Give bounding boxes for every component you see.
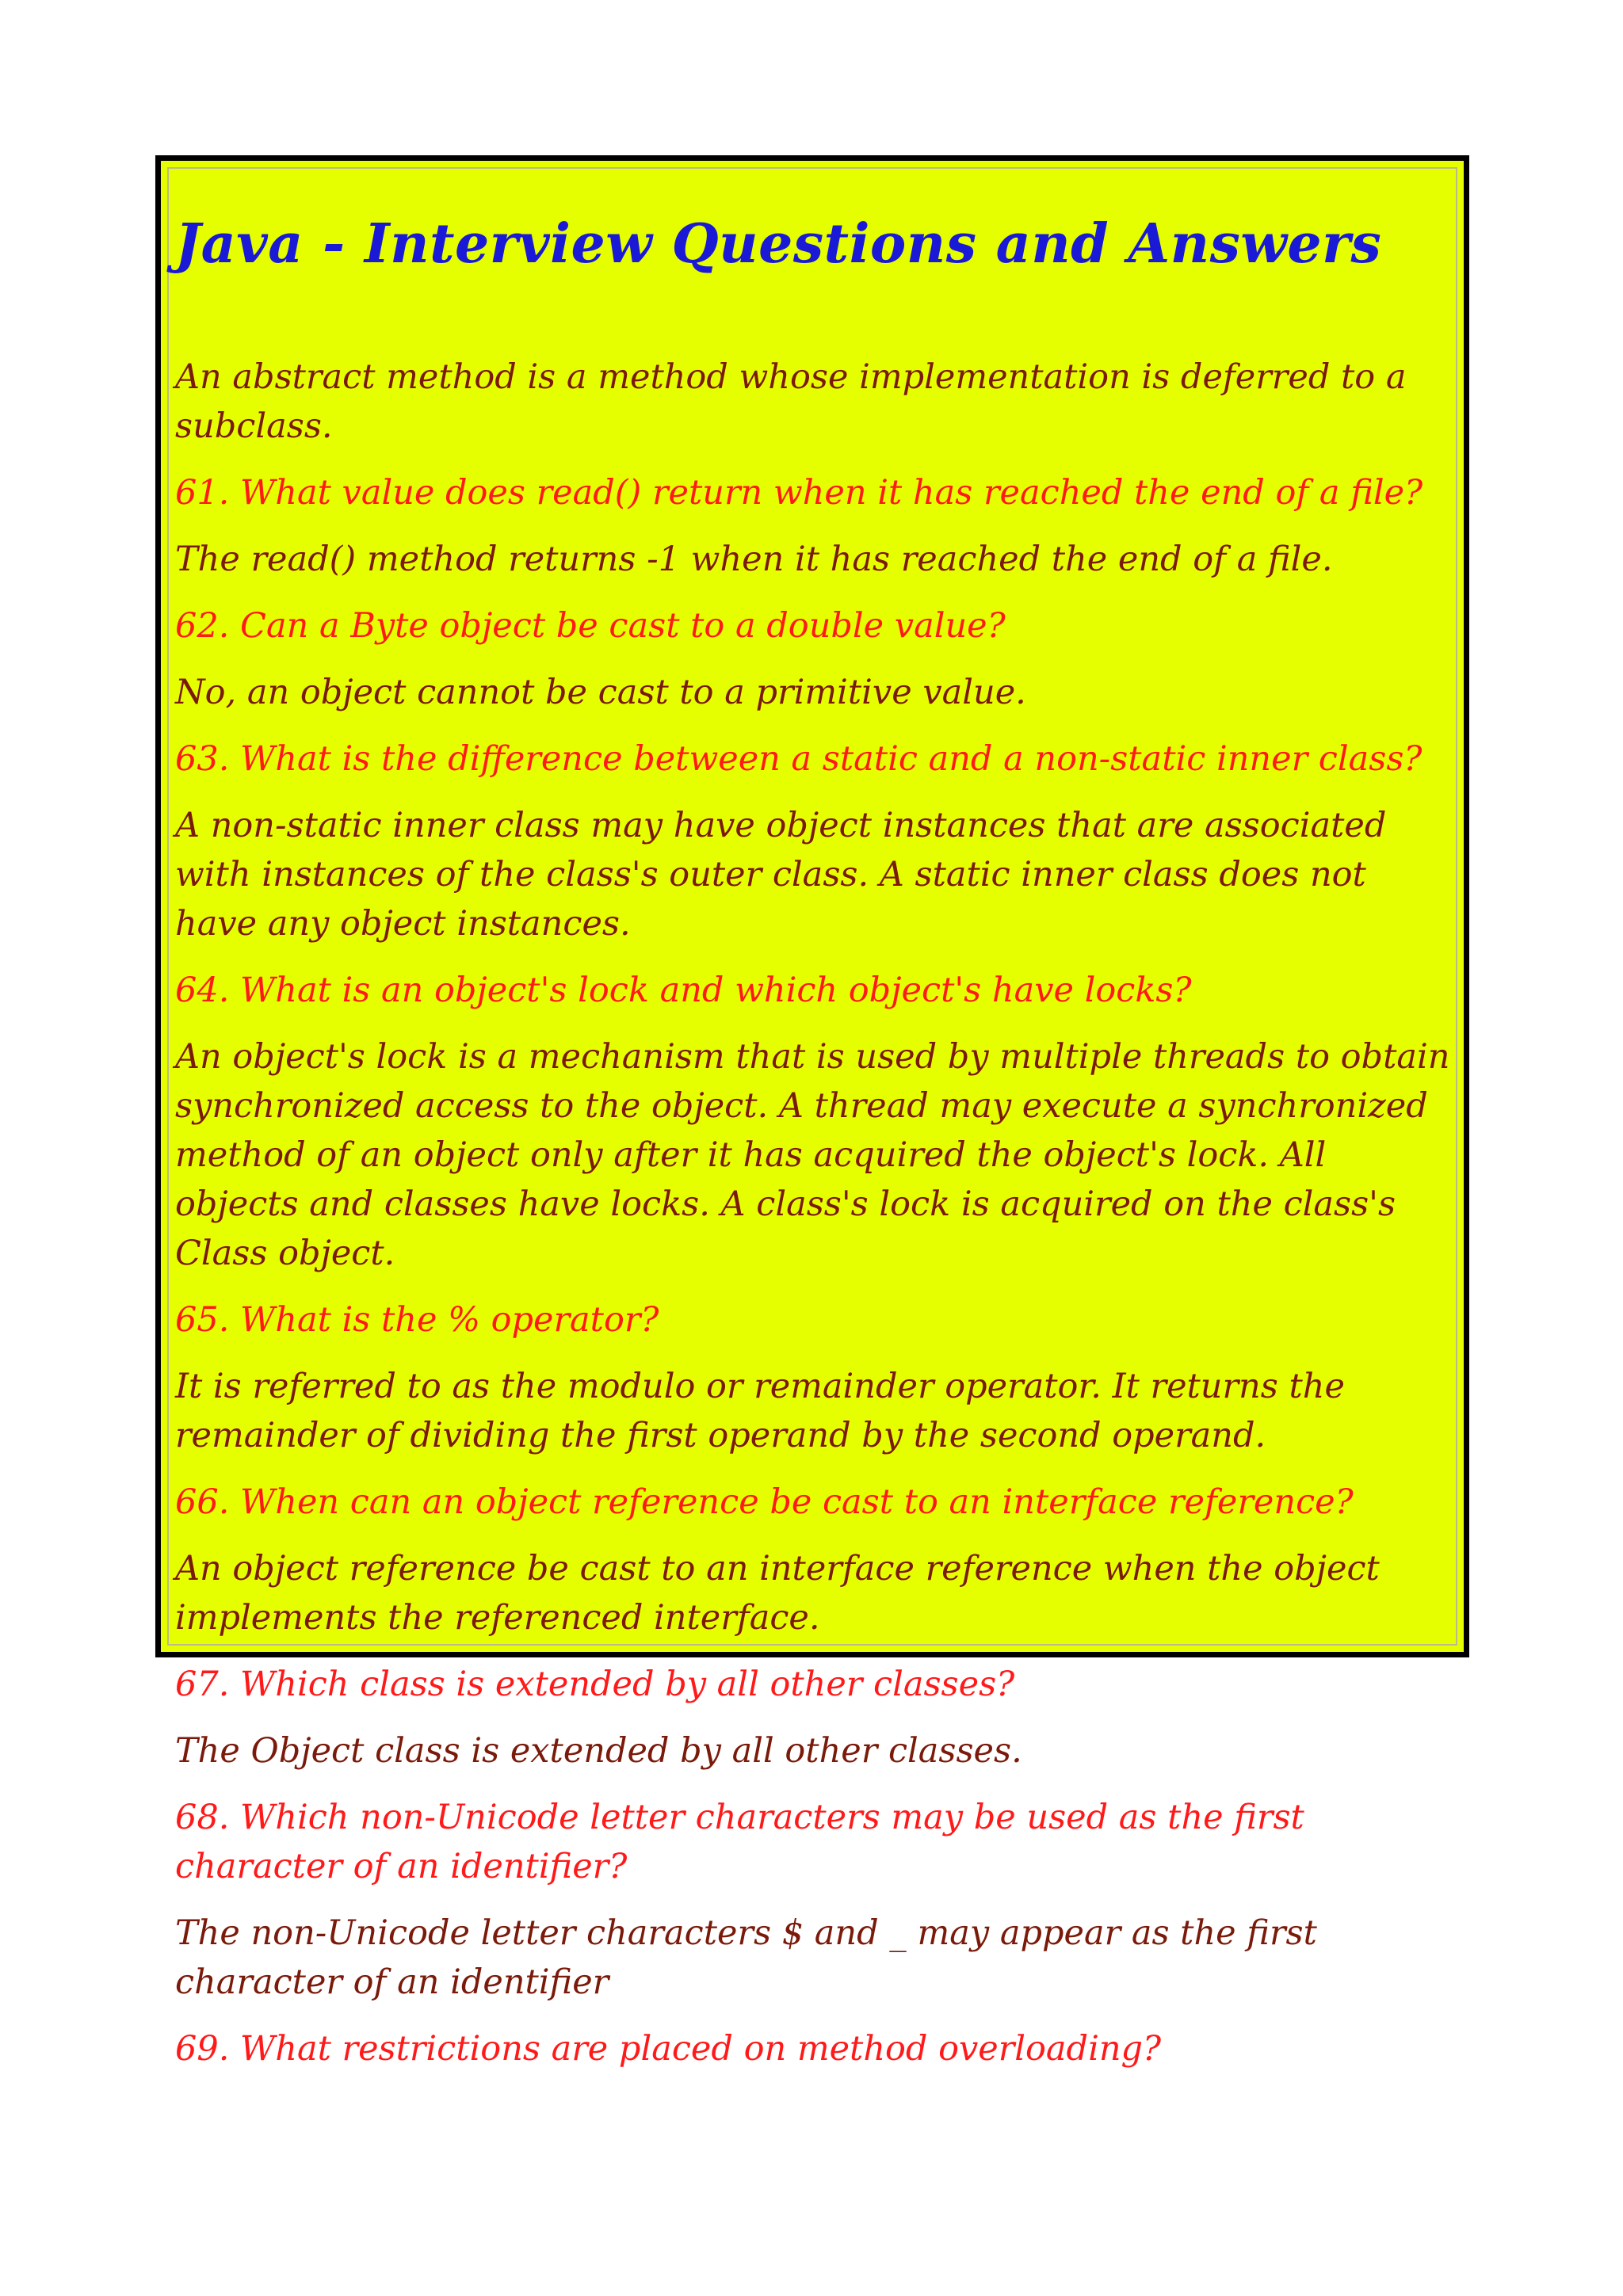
answer-64: An object's lock is a mechanism that is used by multiple threads to obtain synchronized access to the object. A thread may execute a synchronized method of an object only after it has acquired the object's lock. All objects and classes have locks. A class's lock is acquired on the class's Class object. bbox=[175, 1037, 1450, 1273]
question-68: 68. Which non-Unicode letter characters may be used as the first character of an identifier? bbox=[175, 1798, 1304, 1886]
answer-66: An object reference be cast to an interface reference when the object implements the referenced interface. bbox=[175, 1549, 1380, 1638]
answer-62: No, an object cannot be cast to a primitive value. bbox=[175, 673, 1026, 712]
document-page bbox=[155, 155, 1469, 2069]
answer-68: The non-Unicode letter characters $ and _ may appear as the first character of an identifier bbox=[175, 1913, 1317, 2002]
question-69: 69. What restrictions are placed on method overloading? bbox=[175, 2029, 1162, 2069]
question-67: 67. Which class is extended by all other classes? bbox=[175, 1665, 1015, 1704]
answer-text: An abstract method is a method whose implementation is deferred to a subclass. bbox=[175, 357, 1407, 446]
answer-63: A non-static inner class may have object instances that are associated with instances of the class's outer class. A static inner class does not have any object instances. bbox=[175, 806, 1387, 944]
document-content bbox=[175, 208, 1461, 2091]
question-61: 61. What value does read() return when it has reached the end of a file? bbox=[175, 473, 1423, 513]
document-title: Java - Interview Questions and Answers bbox=[175, 212, 1382, 276]
question-66: 66. When can an object reference be cast to an interface reference? bbox=[175, 1482, 1354, 1522]
question-62: 62. Can a Byte object be cast to a double value? bbox=[175, 606, 1006, 646]
answer-65: It is referred to as the modulo or remainder operator. It returns the remainder of dividing the first operand by the second operand. bbox=[175, 1367, 1345, 1455]
qa-list bbox=[175, 353, 1461, 2073]
question-65: 65. What is the % operator? bbox=[175, 1300, 659, 1340]
answer-67: The Object class is extended by all other classes. bbox=[175, 1731, 1022, 1771]
answer-61: The read() method returns -1 when it has reached the end of a file. bbox=[175, 540, 1333, 579]
question-63: 63. What is the difference between a static and a non-static inner class? bbox=[175, 739, 1423, 779]
question-64: 64. What is an object's lock and which object's have locks? bbox=[175, 971, 1192, 1010]
